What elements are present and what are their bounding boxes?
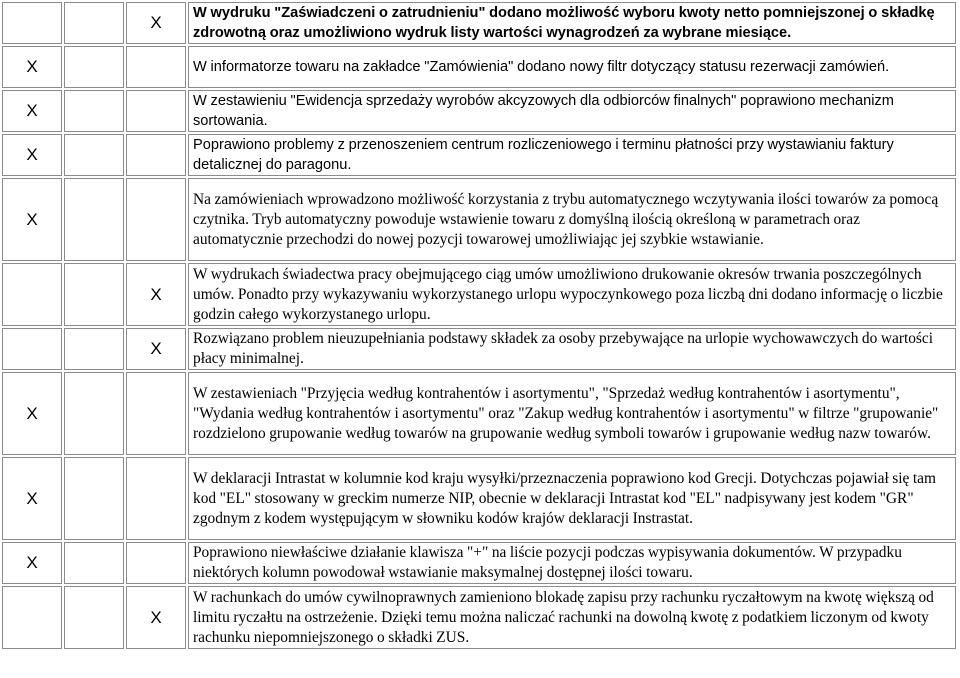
change-description: W zestawieniu "Ewidencja sprzedaży wyrobów akcyzowych dla odbiorców finalnych" poprawiono mechanizm sortowania. bbox=[188, 90, 956, 132]
mark-cell-1: X bbox=[2, 90, 62, 132]
mark-cell-1: X bbox=[2, 178, 62, 261]
mark-cell-1: X bbox=[2, 542, 62, 584]
mark-cell-3 bbox=[126, 178, 186, 261]
change-description: W wydrukach świadectwa pracy obejmującego ciąg umów umożliwiono drukowanie okresów trwania poszczególnych umów. Ponadto przy wykazywaniu wykorzystanego urlopu wypoczynkowego poza liczbą dni dodano informację o liczbie godzin całego wykorzystanego urlopu. bbox=[188, 263, 956, 326]
table-row bbox=[2, 134, 956, 176]
table-row bbox=[2, 2, 956, 44]
change-description: Na zamówieniach wprowadzono możliwość korzystania z trybu automatycznego wczytywania ilości towarów za pomocą czytnika. Tryb automatyczny powoduje wstawienie towaru z domyślną ilością określoną w parametrach oraz automatycznie przechodzi do nowej pozycji towarowej umożliwiając jej szybkie wstawianie. bbox=[188, 178, 956, 261]
mark-cell-1 bbox=[2, 328, 62, 370]
mark-cell-2 bbox=[64, 586, 124, 649]
mark-cell-2 bbox=[64, 457, 124, 540]
table-row bbox=[2, 586, 956, 649]
mark-cell-1: X bbox=[2, 457, 62, 540]
mark-cell-3 bbox=[126, 134, 186, 176]
table-row bbox=[2, 46, 956, 88]
mark-cell-1: X bbox=[2, 134, 62, 176]
mark-cell-2 bbox=[64, 263, 124, 326]
mark-cell-2 bbox=[64, 134, 124, 176]
mark-cell-3: X bbox=[126, 328, 186, 370]
change-description: Poprawiono niewłaściwe działanie klawisza "+" na liście pozycji podczas wypisywania dokumentów. W przypadku niektórych kolumn powodował wstawianie maksymalnej dostępnej ilości towaru. bbox=[188, 542, 956, 584]
change-description: W zestawieniach "Przyjęcia według kontrahentów i asortymentu", "Sprzedaż według kontrahentów i asortymentu", "Wydania według kontrahentów i asortymentu" oraz "Zakup według kontrahentów i asortymentu" w filtrze "grupowanie" rozdzielono grupowanie według towarów na grupowanie według symboli towarów i grupowanie według nazw towarów. bbox=[188, 372, 956, 455]
table-row bbox=[2, 178, 956, 261]
mark-cell-1: X bbox=[2, 372, 62, 455]
table-row bbox=[2, 90, 956, 132]
table-row bbox=[2, 542, 956, 584]
mark-cell-3 bbox=[126, 372, 186, 455]
mark-cell-2 bbox=[64, 90, 124, 132]
change-description: W deklaracji Intrastat w kolumnie kod kraju wysyłki/przeznaczenia poprawiono kod Grecji. Dotychczas pojawiał się tam kod "EL" stosowany w greckim numerze NIP, obecnie w deklaracji Intrastat kod "EL" nadpisywany jest kodem "GR" zgodnym z kodem występującym w słowniku kodów krajów deklaracji Instrastat. bbox=[188, 457, 956, 540]
change-description: Rozwiązano problem nieuzupełniania podstawy składek za osoby przebywające na urlopie wychowawczych do wartości płacy minimalnej. bbox=[188, 328, 956, 370]
change-description: W rachunkach do umów cywilnoprawnych zamieniono blokadę zapisu przy rachunku ryczałtowym na kwotę większą od limitu ryczałtu na ostrzeżenie. Dzięki temu można naliczać rachunki na dowolną kwotę z podatkiem liczonym od kwoty rachunku niepomniejszonego o składki ZUS. bbox=[188, 586, 956, 649]
mark-cell-2 bbox=[64, 542, 124, 584]
table-row bbox=[2, 457, 956, 540]
mark-cell-3 bbox=[126, 90, 186, 132]
table-row bbox=[2, 263, 956, 326]
mark-cell-2 bbox=[64, 328, 124, 370]
change-description: W wydruku "Zaświadczeni o zatrudnieniu" dodano możliwość wyboru kwoty netto pomniejszonej o składkę zdrowotną oraz umożliwiono wydruk listy wartości wynagrodzeń za wybrane miesiące. bbox=[188, 2, 956, 44]
change-description: Poprawiono problemy z przenoszeniem centrum rozliczeniowego i terminu płatności przy wystawianiu faktury detalicznej do paragonu. bbox=[188, 134, 956, 176]
mark-cell-3: X bbox=[126, 263, 186, 326]
mark-cell-3 bbox=[126, 46, 186, 88]
mark-cell-3: X bbox=[126, 2, 186, 44]
mark-cell-2 bbox=[64, 178, 124, 261]
change-description: W informatorze towaru na zakładce "Zamówienia" dodano nowy filtr dotyczący statusu rezerwacji zamówień. bbox=[188, 46, 956, 88]
mark-cell-2 bbox=[64, 2, 124, 44]
mark-cell-3 bbox=[126, 457, 186, 540]
mark-cell-2 bbox=[64, 46, 124, 88]
mark-cell-3: X bbox=[126, 586, 186, 649]
table-row bbox=[2, 372, 956, 455]
mark-cell-1 bbox=[2, 2, 62, 44]
mark-cell-3 bbox=[126, 542, 186, 584]
mark-cell-1 bbox=[2, 263, 62, 326]
mark-cell-2 bbox=[64, 372, 124, 455]
table-row bbox=[2, 328, 956, 370]
mark-cell-1 bbox=[2, 586, 62, 649]
mark-cell-1: X bbox=[2, 46, 62, 88]
